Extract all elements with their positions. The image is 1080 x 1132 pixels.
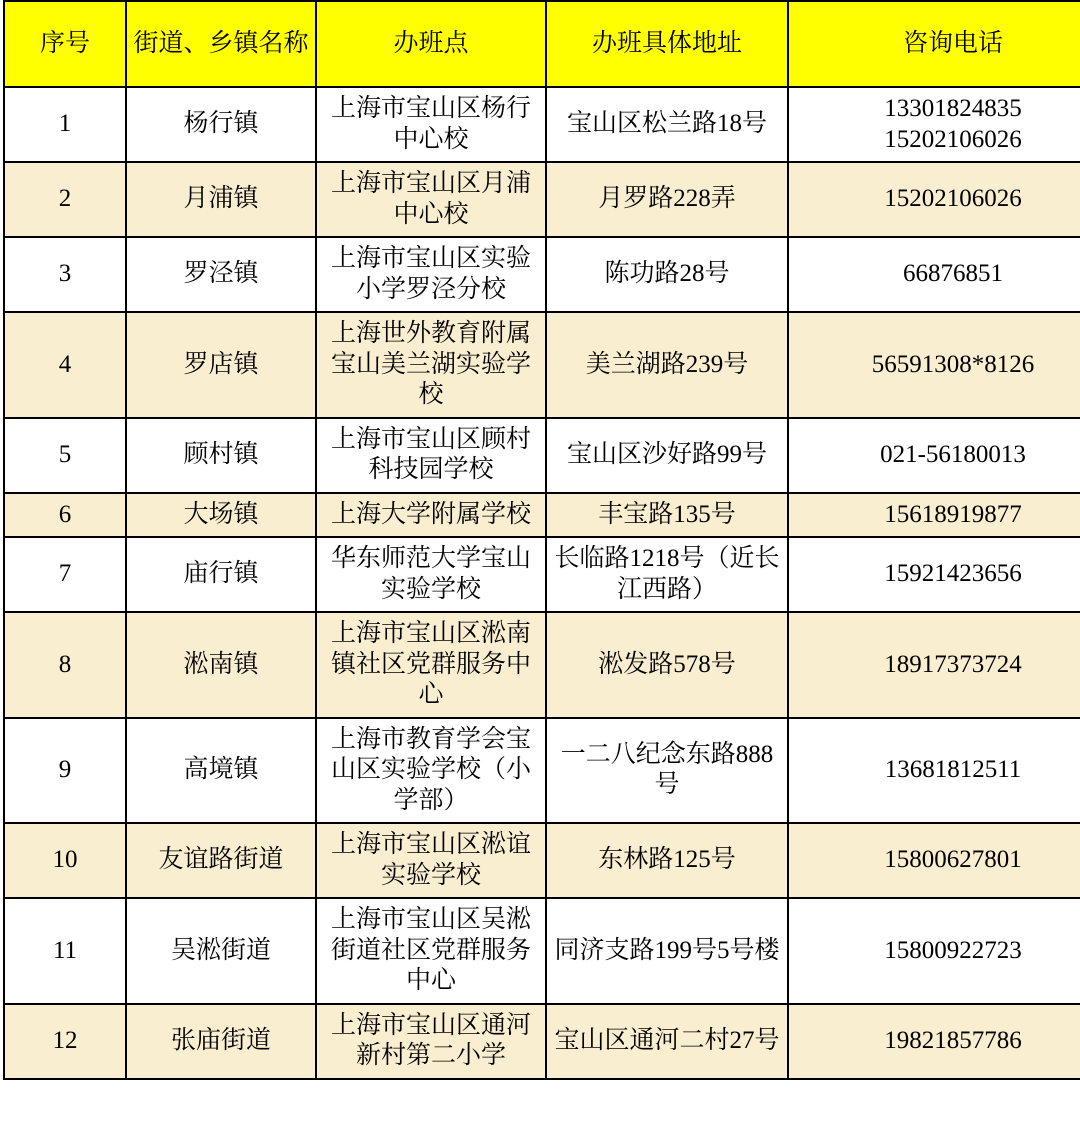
cell-town: 友谊路街道 [126, 823, 316, 898]
cell-site: 上海市宝山区杨行中心校 [316, 87, 546, 162]
phone-number: 13681812511 [884, 756, 1022, 783]
cell-no: 7 [4, 537, 126, 612]
cell-town: 罗店镇 [126, 312, 316, 418]
column-header-address: 办班具体地址 [546, 1, 788, 87]
cell-site: 上海世外教育附属宝山美兰湖实验学校 [316, 312, 546, 418]
table-row [4, 493, 1080, 538]
cell-no: 11 [4, 898, 126, 1004]
cell-address: 宝山区松兰路18号 [546, 87, 788, 162]
cell-site: 上海市宝山区实验小学罗泾分校 [316, 237, 546, 312]
cell-address: 淞发路578号 [546, 612, 788, 718]
cell-address: 陈功路28号 [546, 237, 788, 312]
column-header-phone: 咨询电话 [788, 1, 1080, 87]
phone-number: 15202106026 [884, 185, 1022, 213]
cell-no: 9 [4, 718, 126, 824]
table-row [4, 823, 1080, 898]
cell-no: 8 [4, 612, 126, 718]
cell-town: 顾村镇 [126, 418, 316, 493]
phone-number: 15800627801 [884, 846, 1022, 874]
table-row [4, 87, 1080, 162]
phone-number: 19821857786 [884, 1026, 1022, 1054]
table-row [4, 418, 1080, 493]
cell-town: 庙行镇 [126, 537, 316, 612]
table-row [4, 612, 1080, 718]
cell-site: 上海市宝山区月浦中心校 [316, 162, 546, 237]
table-row [4, 537, 1080, 612]
cell-phone [788, 87, 1080, 162]
phone-number: 15921423656 [884, 560, 1022, 588]
cell-no: 2 [4, 162, 126, 237]
phone-number: 66876851 [903, 260, 1003, 288]
cell-site: 上海市教育学会宝山区实验学校（小学部） [316, 718, 546, 824]
table-row [4, 312, 1080, 418]
cell-town: 月浦镇 [126, 162, 316, 237]
column-header-site: 办班点 [316, 1, 546, 87]
cell-phone [788, 312, 1080, 418]
cell-address: 东林路125号 [546, 823, 788, 898]
phone-number: 56591308*8126 [871, 350, 1035, 378]
cell-site: 上海市宝山区淞谊实验学校 [316, 823, 546, 898]
cell-site: 上海市宝山区顾村科技园学校 [316, 418, 546, 493]
cell-phone [788, 162, 1080, 237]
cell-site: 华东师范大学宝山实验学校 [316, 537, 546, 612]
phone-number: 18917373724 [884, 650, 1022, 678]
table-header [4, 1, 1080, 87]
cell-no: 3 [4, 237, 126, 312]
cell-phone [788, 493, 1080, 538]
cell-address: 长临路1218号（近长江西路） [546, 537, 788, 612]
cell-address: 宝山区沙好路99号 [546, 418, 788, 493]
cell-phone [788, 418, 1080, 493]
cell-address: 一二八纪念东路888号 [546, 718, 788, 824]
cell-no: 4 [4, 312, 126, 418]
cell-site: 上海市宝山区淞南镇社区党群服务中心 [316, 612, 546, 718]
table-row [4, 898, 1080, 1004]
cell-address: 月罗路228弄 [546, 162, 788, 237]
phone-number: 15618919877 [884, 500, 1022, 528]
cell-phone [788, 237, 1080, 312]
cell-phone [788, 823, 1080, 898]
cell-no: 12 [4, 1004, 126, 1079]
cell-town: 吴淞街道 [126, 898, 316, 1004]
cell-address: 同济支路199号5号楼 [546, 898, 788, 1004]
cell-town: 大场镇 [126, 493, 316, 538]
cell-town: 淞南镇 [126, 612, 316, 718]
column-header-no: 序号 [4, 1, 126, 87]
cell-phone [788, 612, 1080, 718]
cell-phone [788, 1004, 1080, 1079]
cell-no: 1 [4, 87, 126, 162]
cell-address: 美兰湖路239号 [546, 312, 788, 418]
cell-no: 10 [4, 823, 126, 898]
cell-town: 高境镇 [126, 718, 316, 824]
table-row [4, 718, 1080, 824]
column-header-town: 街道、乡镇名称 [126, 1, 316, 87]
table-row [4, 1004, 1080, 1079]
phone-number: 13301824835 [884, 95, 1022, 122]
cell-site: 上海大学附属学校 [316, 493, 546, 538]
cell-address: 丰宝路135号 [546, 493, 788, 538]
cell-phone [788, 718, 1080, 824]
cell-phone [788, 537, 1080, 612]
cell-no: 6 [4, 493, 126, 538]
cell-town: 张庙街道 [126, 1004, 316, 1079]
table-row [4, 162, 1080, 237]
phone-number: 15800922723 [884, 936, 1022, 964]
table-row [4, 237, 1080, 312]
cell-no: 5 [4, 418, 126, 493]
cell-site: 上海市宝山区通河新村第二小学 [316, 1004, 546, 1079]
table-body [4, 87, 1080, 1079]
cell-town: 杨行镇 [126, 87, 316, 162]
cell-site: 上海市宝山区吴淞街道社区党群服务中心 [316, 898, 546, 1004]
cell-phone [788, 898, 1080, 1004]
phone-number: 15202106026 [884, 125, 1022, 153]
cell-address: 宝山区通河二村27号 [546, 1004, 788, 1079]
cell-town: 罗泾镇 [126, 237, 316, 312]
table-header-row [4, 1, 1080, 87]
phone-number: 021-56180013 [880, 440, 1026, 468]
service-sites-table [3, 0, 1080, 1080]
